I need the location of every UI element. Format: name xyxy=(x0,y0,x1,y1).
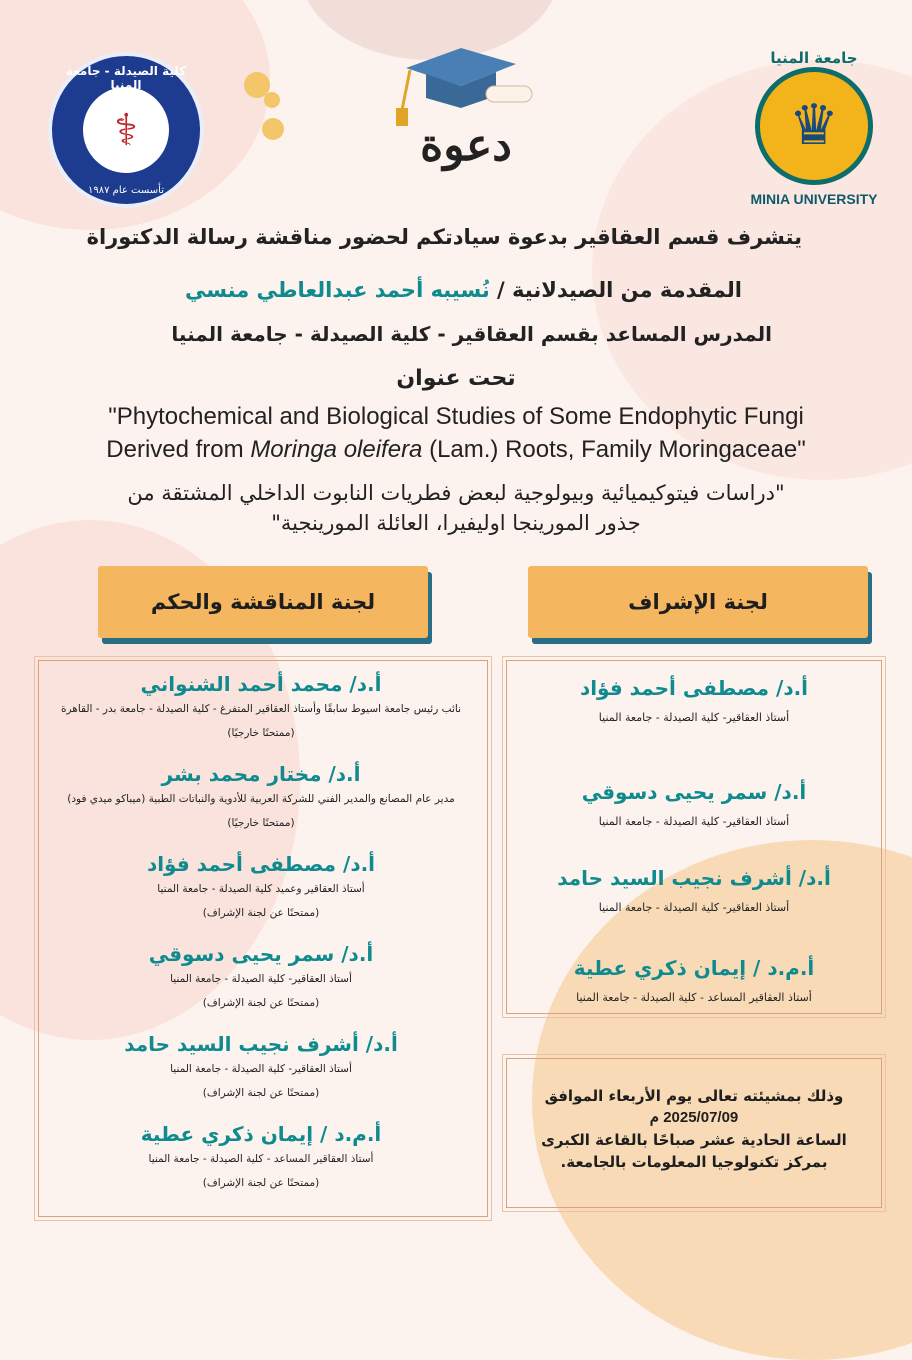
member-name: أ.د/ مصطفى أحمد فؤاد xyxy=(146,852,376,876)
member-description: أستاذ العقاقير وعميد كلية الصيدلة - جامعة المنيا xyxy=(157,883,365,895)
presenter-line xyxy=(40,278,742,302)
member-role: (ممتحنًا عن لجنة الإشراف) xyxy=(202,997,320,1009)
schedule-text xyxy=(523,1085,865,1173)
schedule-line3: الساعة الحادية عشر صباحًا بالقاعة الكبرى xyxy=(541,1131,847,1149)
supervision-committee-panel xyxy=(506,660,882,1014)
thesis-title-ar-line1: "دراسات فيتوكيميائية وبيولوجية لبعض فطريات النابوت الداخلي المشتقة من xyxy=(127,481,785,505)
member-role: (ممتحنًا عن لجنة الإشراف) xyxy=(202,907,320,919)
university-logo xyxy=(744,40,884,215)
intro-text: يتشرف قسم العقاقير بدعوة سيادتكم لحضور مناقشة رسالة الدكتوراة xyxy=(86,225,802,249)
thesis-title-en-prefix: Derived from xyxy=(106,436,251,463)
member-description: أستاذ العقاقير- كلية الصيدلة - جامعة المنيا xyxy=(598,901,790,914)
member-name: أ.د/ مصطفى أحمد فؤاد xyxy=(579,676,809,700)
member-role: (ممتحنًا خارجيًا) xyxy=(227,817,295,829)
schedule-panel xyxy=(506,1058,882,1208)
supervision-committee-header: لجنة الإشراف xyxy=(528,566,868,638)
under-title-label: تحت عنوان xyxy=(396,366,516,391)
member-name: أ.م.د / إيمان ذكري عطية xyxy=(140,1122,382,1146)
member-name: أ.د/ محمد أحمد الشنواني xyxy=(140,672,382,696)
thesis-title-en-line1: "Phytochemical and Biological Studies of Some Endophytic Fungi xyxy=(108,403,804,430)
member-role: (ممتحنًا خارجيًا) xyxy=(227,727,295,739)
member-name: أ.د/ سمر يحيى دسوقي xyxy=(148,942,374,966)
schedule-date: 2025/07/09 م xyxy=(649,1109,739,1126)
presenter-prefix: المقدمة من الصيدلانية / xyxy=(489,278,742,302)
faculty-logo-ring-bottom: تأسست عام ١٩٨٧ xyxy=(88,185,164,196)
member-role: (ممتحنًا عن لجنة الإشراف) xyxy=(202,1177,320,1189)
member-name: أ.د/ أشرف نجيب السيد حامد xyxy=(124,1032,398,1056)
member-name: أ.د/ مختار محمد بشر xyxy=(161,762,361,786)
list-item xyxy=(49,671,473,741)
university-logo-english: MINIA UNIVERSITY xyxy=(750,190,878,207)
faculty-logo-ring-top: كلية الصيدلة - جامعة المنيا xyxy=(65,64,187,92)
member-description: مدير عام المصانع والمدير الفني للشركة العربية للأدوية والنباتات الطبية (ميباكو ميدي فود) xyxy=(67,793,455,805)
thesis-title-english xyxy=(40,400,872,466)
presenter-position: المدرس المساعد بقسم العقاقير - كلية الصيدلة - جامعة المنيا xyxy=(171,322,772,346)
list-item xyxy=(49,761,473,831)
presenter-name: نُسيبه أحمد عبدالعاطي منسي xyxy=(185,278,490,302)
member-name: أ.د/ سمر يحيى دسوقي xyxy=(581,780,807,804)
list-item xyxy=(517,955,871,1007)
examining-committee-panel xyxy=(38,660,488,1217)
thesis-title-en-species: Moringa oleifera xyxy=(250,436,423,463)
schedule-line1: وذلك بمشيئته تعالى يوم الأربعاء الموافق xyxy=(544,1087,844,1105)
list-item xyxy=(49,1121,473,1191)
schedule-line4: بمركز تكنولوجيا المعلومات بالجامعة. xyxy=(560,1153,828,1171)
decor-dot xyxy=(264,92,280,108)
member-role: (ممتحنًا عن لجنة الإشراف) xyxy=(202,1087,320,1099)
member-description: نائب رئيس جامعة اسيوط سابقًا وأستاذ العقاقير المتفرغ - كلية الصيدلة - جامعة بدر - القاهرة xyxy=(61,703,461,715)
thesis-title-en-line2 xyxy=(40,433,872,466)
list-item xyxy=(517,675,871,727)
list-item xyxy=(517,779,871,831)
examining-committee-header: لجنة المناقشة والحكم xyxy=(98,566,428,638)
member-description: أستاذ العقاقير المساعد - كلية الصيدلة - جامعة المنيا xyxy=(148,1153,374,1165)
member-description: أستاذ العقاقير- كلية الصيدلة - جامعة المنيا xyxy=(598,711,790,724)
list-item xyxy=(517,865,871,917)
faculty-logo xyxy=(48,52,204,208)
decor-dot xyxy=(262,118,284,140)
list-item xyxy=(49,941,473,1011)
list-item xyxy=(49,851,473,921)
member-description: أستاذ العقاقير المساعد - كلية الصيدلة - جامعة المنيا xyxy=(576,991,812,1004)
university-logo-arabic: جامعة المنيا xyxy=(770,48,858,67)
list-item xyxy=(49,1031,473,1101)
member-name: أ.م.د / إيمان ذكري عطية xyxy=(573,956,815,980)
member-name: أ.د/ أشرف نجيب السيد حامد xyxy=(557,866,831,890)
thesis-title-ar-line2: جذور المورينجا اوليفيرا، العائلة المورينجية" xyxy=(271,511,641,535)
member-description: أستاذ العقاقير- كلية الصيدلة - جامعة المنيا xyxy=(598,815,790,828)
invitation-word: دعوة xyxy=(420,120,512,171)
caduceus-icon: ⚕ xyxy=(83,87,169,173)
member-description: أستاذ العقاقير- كلية الصيدلة - جامعة المنيا xyxy=(170,973,352,985)
nefertiti-icon: ♛ xyxy=(755,67,873,185)
thesis-title-arabic xyxy=(40,478,872,538)
thesis-title-en-suffix: (Lam.) Roots, Family Moringaceae" xyxy=(422,436,806,463)
member-description: أستاذ العقاقير- كلية الصيدلة - جامعة المنيا xyxy=(170,1063,352,1075)
